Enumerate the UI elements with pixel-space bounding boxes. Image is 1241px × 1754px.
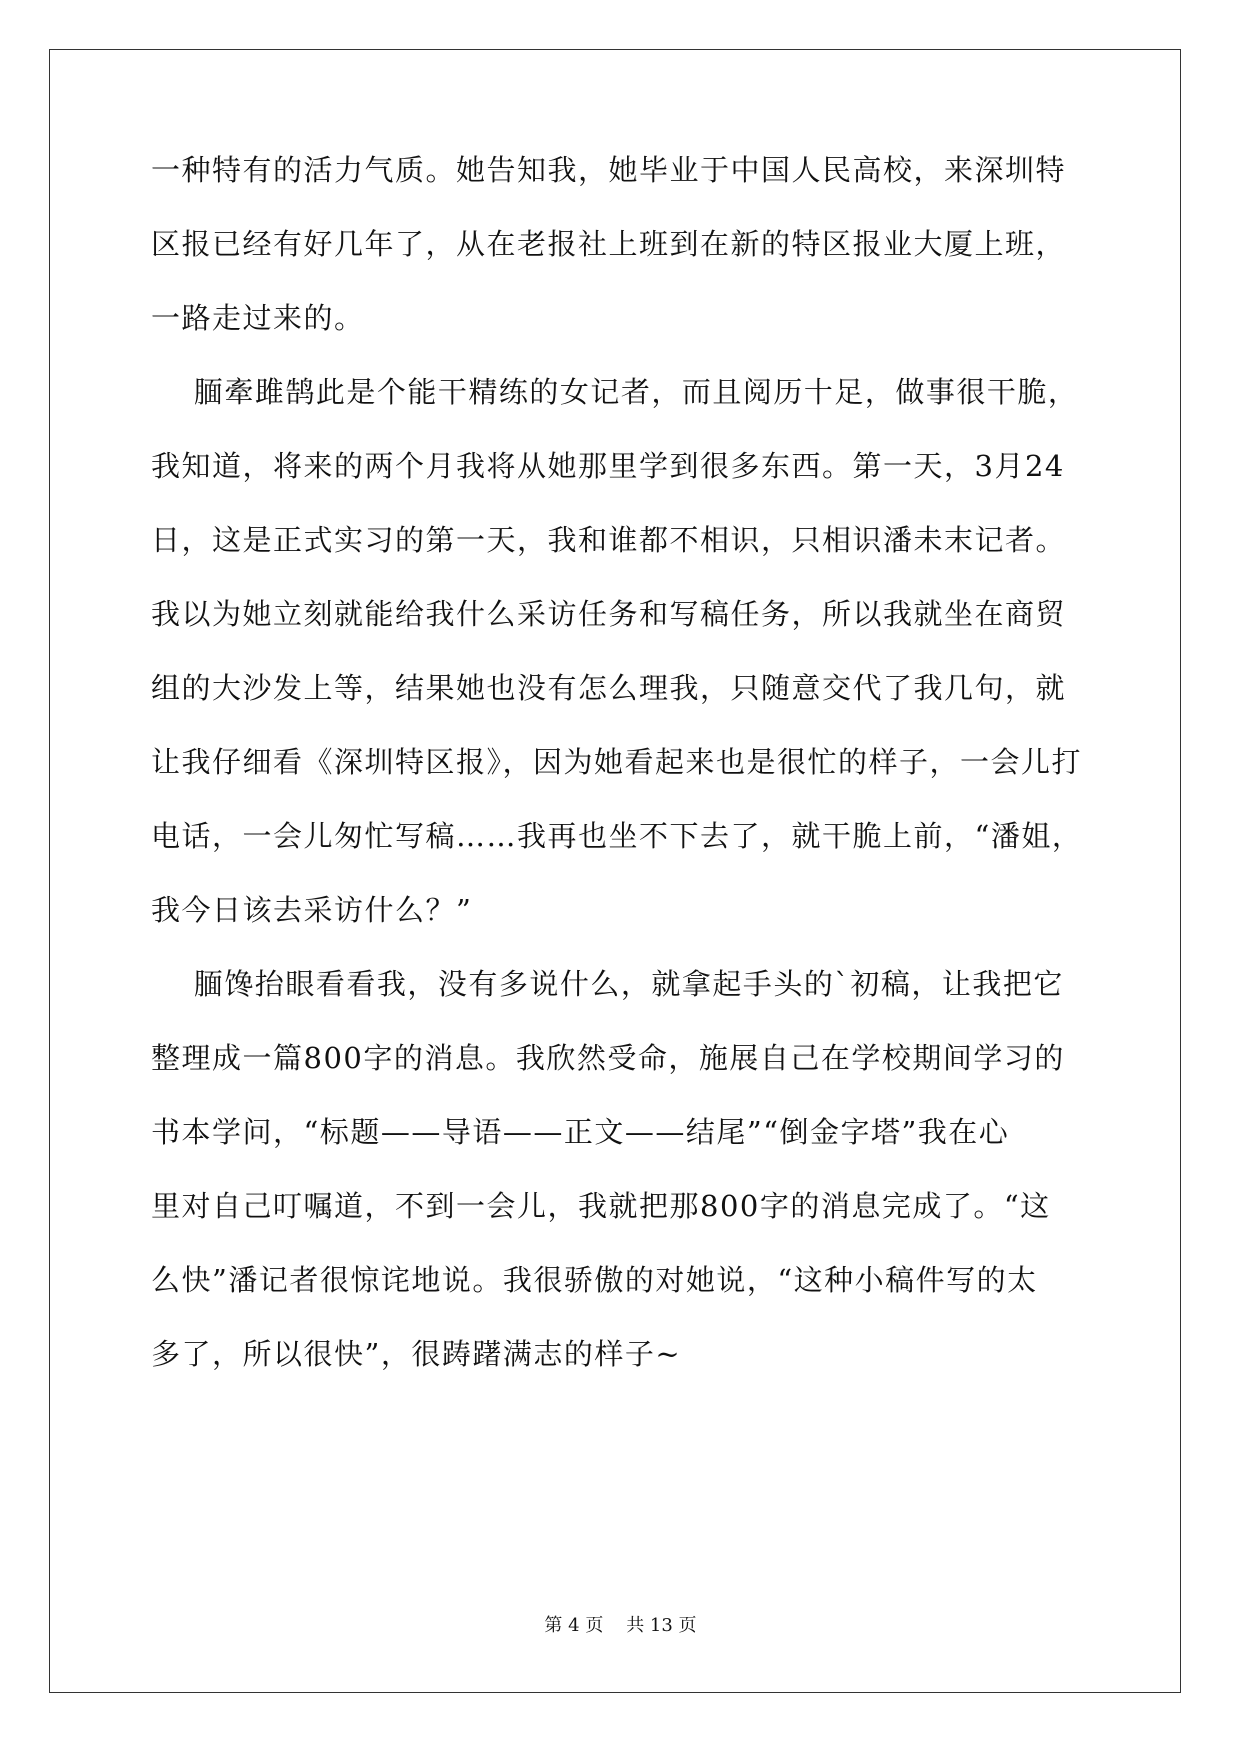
text-line: 组的大沙发上等，结果她也没有怎么理我，只随意交代了我几句，就 — [151, 671, 1067, 705]
text-line: 我今日该去采访什么？” — [151, 893, 473, 927]
page-border — [49, 49, 1181, 1693]
text-line: 区报已经有好几年了，从在老报社上班到在新的特区报业大厦上班， — [151, 227, 1067, 261]
text-line: 日，这是正式实习的第一天，我和谁都不相识，只相识潘未末记者。 — [151, 523, 1067, 557]
text-line: 腼馋抬眼看看我，没有多说什么，就拿起手头的`初稿，让我把它 — [151, 967, 1064, 1001]
text-line: 我知道，将来的两个月我将从她那里学到很多东西。第一天，3月24 — [151, 449, 1065, 483]
text-line: 里对自己叮嘱道，不到一会儿，我就把那800字的消息完成了。“这 — [151, 1189, 1051, 1223]
text-line: 电话，一会儿匆忙写稿……我再也坐不下去了，就干脆上前，“潘姐， — [151, 819, 1083, 853]
text-line: 么快”潘记者很惊诧地说。我很骄傲的对她说，“这种小稿件写的太 — [151, 1263, 1038, 1297]
text-line: 一路走过来的。 — [151, 301, 365, 335]
text-line: 一种特有的活力气质。她告知我，她毕业于中国人民高校，来深圳特 — [151, 153, 1067, 187]
text-line: 我以为她立刻就能给我什么采访任务和写稿任务，所以我就坐在商贸 — [151, 597, 1067, 631]
page-number-footer: 第 4 页 共 13 页 — [544, 1615, 697, 1636]
text-line: 整理成一篇800字的消息。我欣然受命，施展自己在学校期间学习的 — [151, 1041, 1065, 1075]
text-line: 腼牽雎鹄此是个能干精练的女记者，而且阅历十足，做事很干脆， — [151, 375, 1079, 409]
text-line: 让我仔细看《深圳特区报》，因为她看起来也是很忙的样子，一会儿打 — [151, 745, 1083, 779]
text-line: 多了，所以很快”，很踌躇满志的样子~ — [151, 1337, 682, 1371]
text-line: 书本学问，“标题——导语——正文——结尾”“倒金字塔”我在心 — [151, 1115, 1010, 1149]
